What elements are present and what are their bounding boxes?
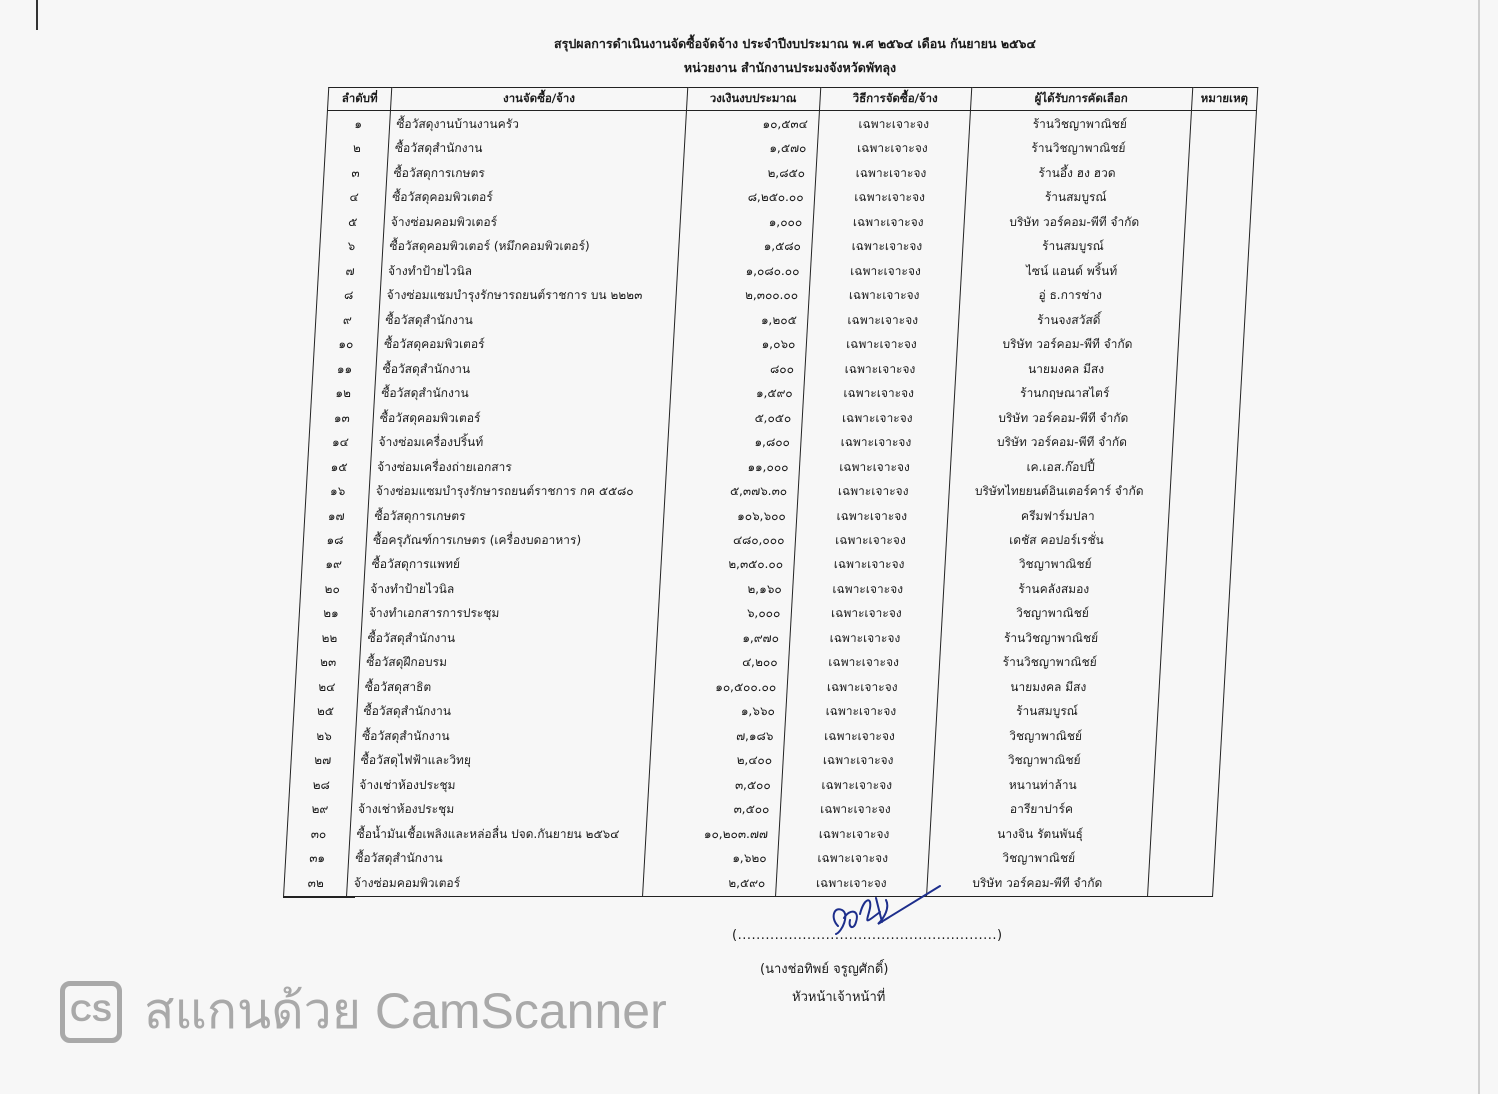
- watermark-text: สแกนด้วย CamScanner: [144, 983, 667, 1039]
- document-title: สรุปผลการดำเนินงานจัดซื้อจัดจ้าง ประจำปีงบประมาณ พ.ศ ๒๕๖๔ เดือน กันยายน ๒๕๖๔: [554, 36, 1036, 51]
- table-row: [322, 185, 1252, 209]
- cell-item: ซื้อวัสดุสำนักงาน: [355, 724, 652, 748]
- cell-no: ๒๔: [295, 675, 359, 699]
- cell-method: เฉพาะเจาะจง: [794, 528, 946, 552]
- table-row: [308, 430, 1238, 454]
- cell-no: ๙: [315, 307, 379, 331]
- table-row: [312, 356, 1242, 380]
- cell-note: [1169, 479, 1236, 503]
- table-row: [297, 626, 1227, 650]
- cell-item: จ้างเช่าห้องประชุม: [351, 797, 648, 821]
- table-row: [292, 724, 1222, 748]
- cell-note: [1170, 454, 1237, 478]
- cell-method: เฉพาะเจาะจง: [818, 111, 970, 137]
- cell-method: เฉพาะเจาะจง: [804, 356, 956, 380]
- cell-amount: ๑,๕๘๐: [678, 234, 812, 258]
- cell-item: ซื้อวัสดุสำนักงาน: [378, 307, 675, 331]
- cell-item: จ้างซ่อมเครื่องถ่ายเอกสาร: [370, 454, 667, 478]
- cell-item: ซื้อวัสดุการเกษตร: [386, 161, 683, 185]
- cell-amount: ๓,๕๐๐: [648, 773, 782, 797]
- cell-vendor: หนานท่าล้าน: [932, 773, 1154, 797]
- table-row: [323, 161, 1253, 185]
- table-row: [314, 332, 1244, 356]
- table-row: [293, 699, 1223, 723]
- cell-no: ๑๕: [307, 454, 371, 478]
- cell-note: [1147, 871, 1214, 897]
- cell-item: ซื้อวัสดุคอมพิวเตอร์: [377, 332, 674, 356]
- cell-method: เฉพาะเจาะจง: [808, 283, 960, 307]
- cell-method: เฉพาะเจาะจง: [787, 650, 939, 674]
- table-row: [296, 650, 1226, 674]
- cell-amount: ๔,๒๐๐: [654, 650, 788, 674]
- cell-method: เฉพาะเจาะจง: [785, 699, 937, 723]
- cell-no: ๑๑: [312, 356, 376, 380]
- cell-amount: ๑๐,๕๓๔: [685, 111, 819, 137]
- cell-no: ๒๓: [296, 650, 360, 674]
- cell-note: [1157, 699, 1224, 723]
- cell-amount: ๒,๑๖๐: [659, 577, 793, 601]
- cell-item: ซื้อวัสดุสำนักงาน: [375, 356, 672, 380]
- cell-item: จ้างซ่อมแซมบำรุงรักษารถยนต์ราชการ บน ๒๒๒๓: [380, 283, 677, 307]
- cell-vendor: เดชัส คอปอร์เรชั่น: [945, 528, 1167, 552]
- cell-amount: ๑,๒๐๕: [674, 307, 808, 331]
- cell-no: ๒๗: [290, 748, 354, 772]
- table-row: [311, 381, 1241, 405]
- cell-amount: ๑,๘๐๐: [667, 430, 801, 454]
- table-row: [306, 479, 1236, 503]
- cell-method: เฉพาะเจาะจง: [775, 871, 928, 897]
- cell-item: ซื้อวัสดุสำนักงาน: [374, 381, 671, 405]
- header-note: หมายเหตุ: [1191, 88, 1258, 111]
- camscanner-logo-icon: CS: [60, 981, 122, 1043]
- cell-amount: ๑,๙๗๐: [656, 626, 790, 650]
- cell-no: ๑๔: [308, 430, 372, 454]
- cell-note: [1166, 528, 1233, 552]
- cell-note: [1176, 356, 1243, 380]
- cell-no: ๒๐: [300, 577, 364, 601]
- table-header-row: [327, 88, 1257, 111]
- cell-item: ซื้อวัสดุสาธิต: [358, 675, 655, 699]
- cell-method: เฉพาะเจาะจง: [790, 601, 942, 625]
- cell-amount: ๑,๕๗๐: [683, 136, 817, 160]
- cell-vendor: วิชญาพาณิชย์: [941, 601, 1163, 625]
- table-row: [319, 234, 1249, 258]
- cell-note: [1179, 307, 1246, 331]
- cell-vendor: ร้านสมบูรณ์: [962, 234, 1184, 258]
- cell-note: [1161, 626, 1228, 650]
- cell-method: เฉพาะเจาะจง: [789, 626, 941, 650]
- cell-vendor: ไซน์ แอนด์ พริ้นท์: [960, 258, 1182, 282]
- cell-item: ซื้อวัสดุไฟฟ้าและวิทยุ: [354, 748, 651, 772]
- cell-vendor: ร้านวิชญาพาณิชย์: [967, 136, 1189, 160]
- cell-no: ๗: [318, 258, 382, 282]
- cell-note: [1165, 552, 1232, 576]
- table-row: [310, 405, 1240, 429]
- procurement-table: [283, 87, 1258, 897]
- cell-amount: ๘,๒๕๐.๐๐: [680, 185, 814, 209]
- cell-method: เฉพาะเจาะจง: [781, 773, 933, 797]
- cell-note: [1154, 748, 1221, 772]
- cell-amount: ๑,๐๘๐.๐๐: [676, 258, 810, 282]
- cell-vendor: บริษัท วอร์คอม-พีที จำกัด: [951, 430, 1173, 454]
- cell-item: ซื้อวัสดุสำนักงาน: [356, 699, 653, 723]
- cell-method: เฉพาะเจาะจง: [797, 479, 949, 503]
- cell-item: ซื้อวัสดุฝึกอบรม: [359, 650, 656, 674]
- cell-item: จ้างเช่าห้องประชุม: [352, 773, 649, 797]
- cell-amount: ๕,๐๕๐: [668, 405, 802, 429]
- cell-method: เฉพาะเจาะจง: [796, 503, 948, 527]
- cell-vendor: บริษัทไทยยนต์อินเตอร์คาร์ จำกัด: [948, 479, 1170, 503]
- cell-vendor: ร้านอึ้ง ฮง ฮวด: [966, 161, 1188, 185]
- cell-vendor: อู่ ธ.การช่าง: [959, 283, 1181, 307]
- table-bottom-rule: [283, 896, 355, 898]
- agency-title: หน่วยงาน สำนักงานประมงจังหวัดพัทลุง: [683, 60, 897, 75]
- cell-amount: ๑๐,๒๐๓.๗๗: [645, 822, 779, 846]
- cell-vendor: ร้านสมบูรณ์: [936, 699, 1158, 723]
- cell-amount: ๒,๕๙๐: [642, 871, 776, 897]
- cell-note: [1168, 503, 1235, 527]
- cell-amount: ๑,๐๐๐: [679, 209, 813, 233]
- table-row: [318, 258, 1248, 282]
- table-row: [295, 675, 1225, 699]
- page-edge-left: [36, 0, 38, 30]
- table-row: [325, 136, 1255, 160]
- cell-vendor: วิชญาพาณิชย์: [928, 846, 1150, 870]
- cell-vendor: ร้านคลังสมอง: [943, 577, 1165, 601]
- cell-no: ๒๖: [292, 724, 356, 748]
- table-row: [290, 748, 1220, 772]
- cell-vendor: บริษัท วอร์คอม-พีที จำกัด: [956, 332, 1178, 356]
- cell-no: ๑๖: [306, 479, 370, 503]
- cell-item: ซื้อวัสดุสำนักงาน: [348, 846, 645, 870]
- cell-item: จ้างซ่อมคอมพิวเตอร์: [384, 209, 681, 233]
- cell-method: เฉพาะเจาะจง: [778, 822, 930, 846]
- cell-note: [1184, 209, 1251, 233]
- cell-note: [1188, 136, 1255, 160]
- cell-vendor: บริษัท วอร์คอม-พีที จำกัด: [926, 871, 1148, 897]
- cell-method: เฉพาะเจาะจง: [798, 454, 950, 478]
- cell-note: [1186, 185, 1253, 209]
- cell-note: [1150, 822, 1217, 846]
- cell-note: [1187, 161, 1254, 185]
- cell-vendor: วิชญาพาณิชย์: [933, 748, 1155, 772]
- header-amount: วงเงินงบประมาณ: [686, 88, 820, 111]
- cell-method: เฉพาะเจาะจง: [809, 258, 961, 282]
- cell-amount: ๑๐๖,๖๐๐: [663, 503, 797, 527]
- procurement-table-wrapper: [283, 87, 1258, 897]
- cell-method: เฉพาะเจาะจง: [793, 552, 945, 576]
- cell-amount: ๒,๓๕๐.๐๐: [660, 552, 794, 576]
- cell-item: ซื้อวัสดุการเกษตร: [367, 503, 664, 527]
- cell-method: เฉพาะเจาะจง: [777, 846, 929, 870]
- cell-amount: ๑๑,๐๐๐: [665, 454, 799, 478]
- cell-method: เฉพาะเจาะจง: [807, 307, 959, 331]
- cell-item: ซื้อน้ำมันเชื้อเพลิงและหล่อลื่น ปจด.กันยายน ๒๕๖๔: [349, 822, 646, 846]
- cell-no: ๒๘: [289, 773, 353, 797]
- table-row: [307, 454, 1237, 478]
- cell-method: เฉพาะเจาะจง: [815, 161, 967, 185]
- cell-amount: ๔๘๐,๐๐๐: [661, 528, 795, 552]
- cell-note: [1155, 724, 1222, 748]
- cell-note: [1162, 601, 1229, 625]
- cell-item: ซื้อวัสดุคอมพิวเตอร์: [385, 185, 682, 209]
- cell-no: ๑: [326, 111, 391, 137]
- cell-note: [1172, 430, 1239, 454]
- cell-method: เฉพาะเจาะจง: [801, 405, 953, 429]
- table-row: [326, 111, 1256, 137]
- cell-vendor: ร้านวิชญาพาณิชย์: [940, 626, 1162, 650]
- cell-vendor: นายมงคล มีสง: [937, 675, 1159, 699]
- cell-item: จ้างซ่อมแซมบำรุงรักษารถยนต์ราชการ กค ๕๕๘๐: [369, 479, 666, 503]
- cell-amount: ๒,๔๐๐: [649, 748, 783, 772]
- cell-method: เฉพาะเจาะจง: [792, 577, 944, 601]
- cell-no: ๒๕: [293, 699, 357, 723]
- cell-note: [1173, 405, 1240, 429]
- cell-amount: ๑,๐๖๐: [672, 332, 806, 356]
- cell-no: ๑๙: [301, 552, 365, 576]
- cell-no: ๒๒: [297, 626, 361, 650]
- cell-vendor: เค.เอส.ก๊อปปี้: [949, 454, 1171, 478]
- header-method: วิธีการจัดซื้อ/จ้าง: [819, 88, 971, 111]
- cell-amount: ๑๐,๕๐๐.๐๐: [653, 675, 787, 699]
- cell-note: [1158, 675, 1225, 699]
- cell-no: ๑๒: [311, 381, 375, 405]
- table-row: [321, 209, 1251, 233]
- cell-amount: ๑,๖๒๐: [643, 846, 777, 870]
- cell-note: [1164, 577, 1231, 601]
- camscanner-watermark: [60, 972, 667, 1051]
- cell-no: ๘: [316, 283, 380, 307]
- table-row: [303, 528, 1233, 552]
- cell-method: เฉพาะเจาะจง: [805, 332, 957, 356]
- cell-item: ซื้อวัสดุคอมพิวเตอร์: [373, 405, 670, 429]
- cell-vendor: นางจิน รัตนพันธุ์: [929, 822, 1151, 846]
- table-row: [299, 601, 1229, 625]
- cell-vendor: อารียาปาร์ค: [930, 797, 1152, 821]
- header-no: ลำดับที่: [327, 88, 391, 111]
- cell-no: ๒๑: [299, 601, 363, 625]
- cell-no: ๓๒: [284, 871, 349, 897]
- cell-method: เฉพาะเจาะจง: [786, 675, 938, 699]
- cell-amount: ๕,๓๗๖.๓๐: [664, 479, 798, 503]
- table-row: [285, 846, 1215, 870]
- cell-method: เฉพาะเจาะจง: [813, 185, 965, 209]
- cell-no: ๑๘: [303, 528, 367, 552]
- cell-no: ๖: [319, 234, 383, 258]
- table-row: [286, 822, 1216, 846]
- cell-method: เฉพาะเจาะจง: [783, 724, 935, 748]
- cell-vendor: ร้านกฤษณาสไตร์: [954, 381, 1176, 405]
- cell-vendor: ร้านจงสวัสดิ์: [958, 307, 1180, 331]
- table-row: [304, 503, 1234, 527]
- cell-note: [1177, 332, 1244, 356]
- cell-no: ๓๐: [286, 822, 350, 846]
- table-row: [288, 797, 1218, 821]
- cell-no: ๔: [322, 185, 386, 209]
- cell-note: [1190, 111, 1257, 137]
- cell-vendor: นายมงคล มีสง: [955, 356, 1177, 380]
- table-row: [301, 552, 1231, 576]
- cell-no: ๑๗: [304, 503, 368, 527]
- cell-method: เฉพาะเจาะจง: [816, 136, 968, 160]
- cell-no: ๓๑: [285, 846, 349, 870]
- cell-item: ซื้อวัสดุการแพทย์: [365, 552, 662, 576]
- header-item: งานจัดซื้อ/จ้าง: [391, 88, 688, 111]
- cell-method: เฉพาะเจาะจง: [803, 381, 955, 405]
- cell-no: ๑๐: [314, 332, 378, 356]
- table-row: [284, 871, 1214, 897]
- cell-no: ๑๓: [310, 405, 374, 429]
- cell-amount: ๑,๖๖๐: [652, 699, 786, 723]
- cell-item: จ้างทำเอกสารการประชุม: [362, 601, 659, 625]
- cell-item: จ้างทำป้ายไวนิล: [381, 258, 678, 282]
- cell-vendor: บริษัท วอร์คอม-พีที จำกัด: [952, 405, 1174, 429]
- table-row: [315, 307, 1245, 331]
- cell-item: จ้างซ่อมคอมพิวเตอร์: [347, 871, 644, 897]
- table-row: [289, 773, 1219, 797]
- cell-amount: ๖,๐๐๐: [657, 601, 791, 625]
- cell-note: [1180, 283, 1247, 307]
- cell-vendor: วิชญาพาณิชย์: [944, 552, 1166, 576]
- cell-note: [1175, 381, 1242, 405]
- cell-item: ซื้อวัสดุคอมพิวเตอร์ (หมึกคอมพิวเตอร์): [382, 234, 679, 258]
- cell-note: [1181, 258, 1248, 282]
- cell-amount: ๒,๘๕๐: [682, 161, 816, 185]
- table-row: [300, 577, 1230, 601]
- page-edge-right: [1478, 0, 1480, 1094]
- signature-line: (........................................................): [732, 928, 1003, 943]
- cell-item: ซื้อวัสดุสำนักงาน: [360, 626, 657, 650]
- cell-item: ซื้อวัสดุสำนักงาน: [388, 136, 685, 160]
- cell-no: ๒: [325, 136, 389, 160]
- signer-position: หัวหน้าเจ้าหน้าที่: [792, 990, 886, 1005]
- signer-name: (นางช่อทิพย์ จรูญศักดิ์): [760, 962, 889, 977]
- cell-note: [1159, 650, 1226, 674]
- cell-vendor: ร้านวิชญาพาณิชย์: [969, 111, 1191, 137]
- table-body: [284, 111, 1257, 897]
- cell-amount: ๓,๕๐๐: [646, 797, 780, 821]
- cell-vendor: วิชญาพาณิชย์: [934, 724, 1156, 748]
- cell-no: ๒๙: [288, 797, 352, 821]
- cell-amount: ๒,๓๐๐.๐๐: [675, 283, 809, 307]
- header-vendor: ผู้ได้รับการคัดเลือก: [970, 88, 1192, 111]
- cell-note: [1183, 234, 1250, 258]
- cell-vendor: ร้านวิชญาพาณิชย์: [939, 650, 1161, 674]
- cell-note: [1149, 846, 1216, 870]
- cell-method: เฉพาะเจาะจง: [812, 209, 964, 233]
- cell-method: เฉพาะเจาะจง: [800, 430, 952, 454]
- cell-note: [1153, 773, 1220, 797]
- cell-vendor: ร้านสมบูรณ์: [965, 185, 1187, 209]
- cell-amount: ๘๐๐: [671, 356, 805, 380]
- cell-vendor: ครีมฟาร์มปลา: [947, 503, 1169, 527]
- cell-no: ๓: [323, 161, 387, 185]
- cell-method: เฉพาะเจาะจง: [782, 748, 934, 772]
- cell-method: เฉพาะเจาะจง: [811, 234, 963, 258]
- cell-amount: ๑,๕๙๐: [669, 381, 803, 405]
- cell-no: ๕: [321, 209, 385, 233]
- cell-item: ซื้อวัสดุงานบ้านงานครัว: [389, 111, 686, 137]
- cell-vendor: บริษัท วอร์คอม-พีที จำกัด: [963, 209, 1185, 233]
- cell-note: [1151, 797, 1218, 821]
- cell-amount: ๗,๑๘๖: [650, 724, 784, 748]
- cell-item: จ้างทำป้ายไวนิล: [363, 577, 660, 601]
- cell-method: เฉพาะเจาะจง: [779, 797, 931, 821]
- cell-item: ซื้อครุภัณฑ์การเกษตร (เครื่องบดอาหาร): [366, 528, 663, 552]
- cell-item: จ้างซ่อมเครื่องปริ้นท์: [371, 430, 668, 454]
- table-row: [316, 283, 1246, 307]
